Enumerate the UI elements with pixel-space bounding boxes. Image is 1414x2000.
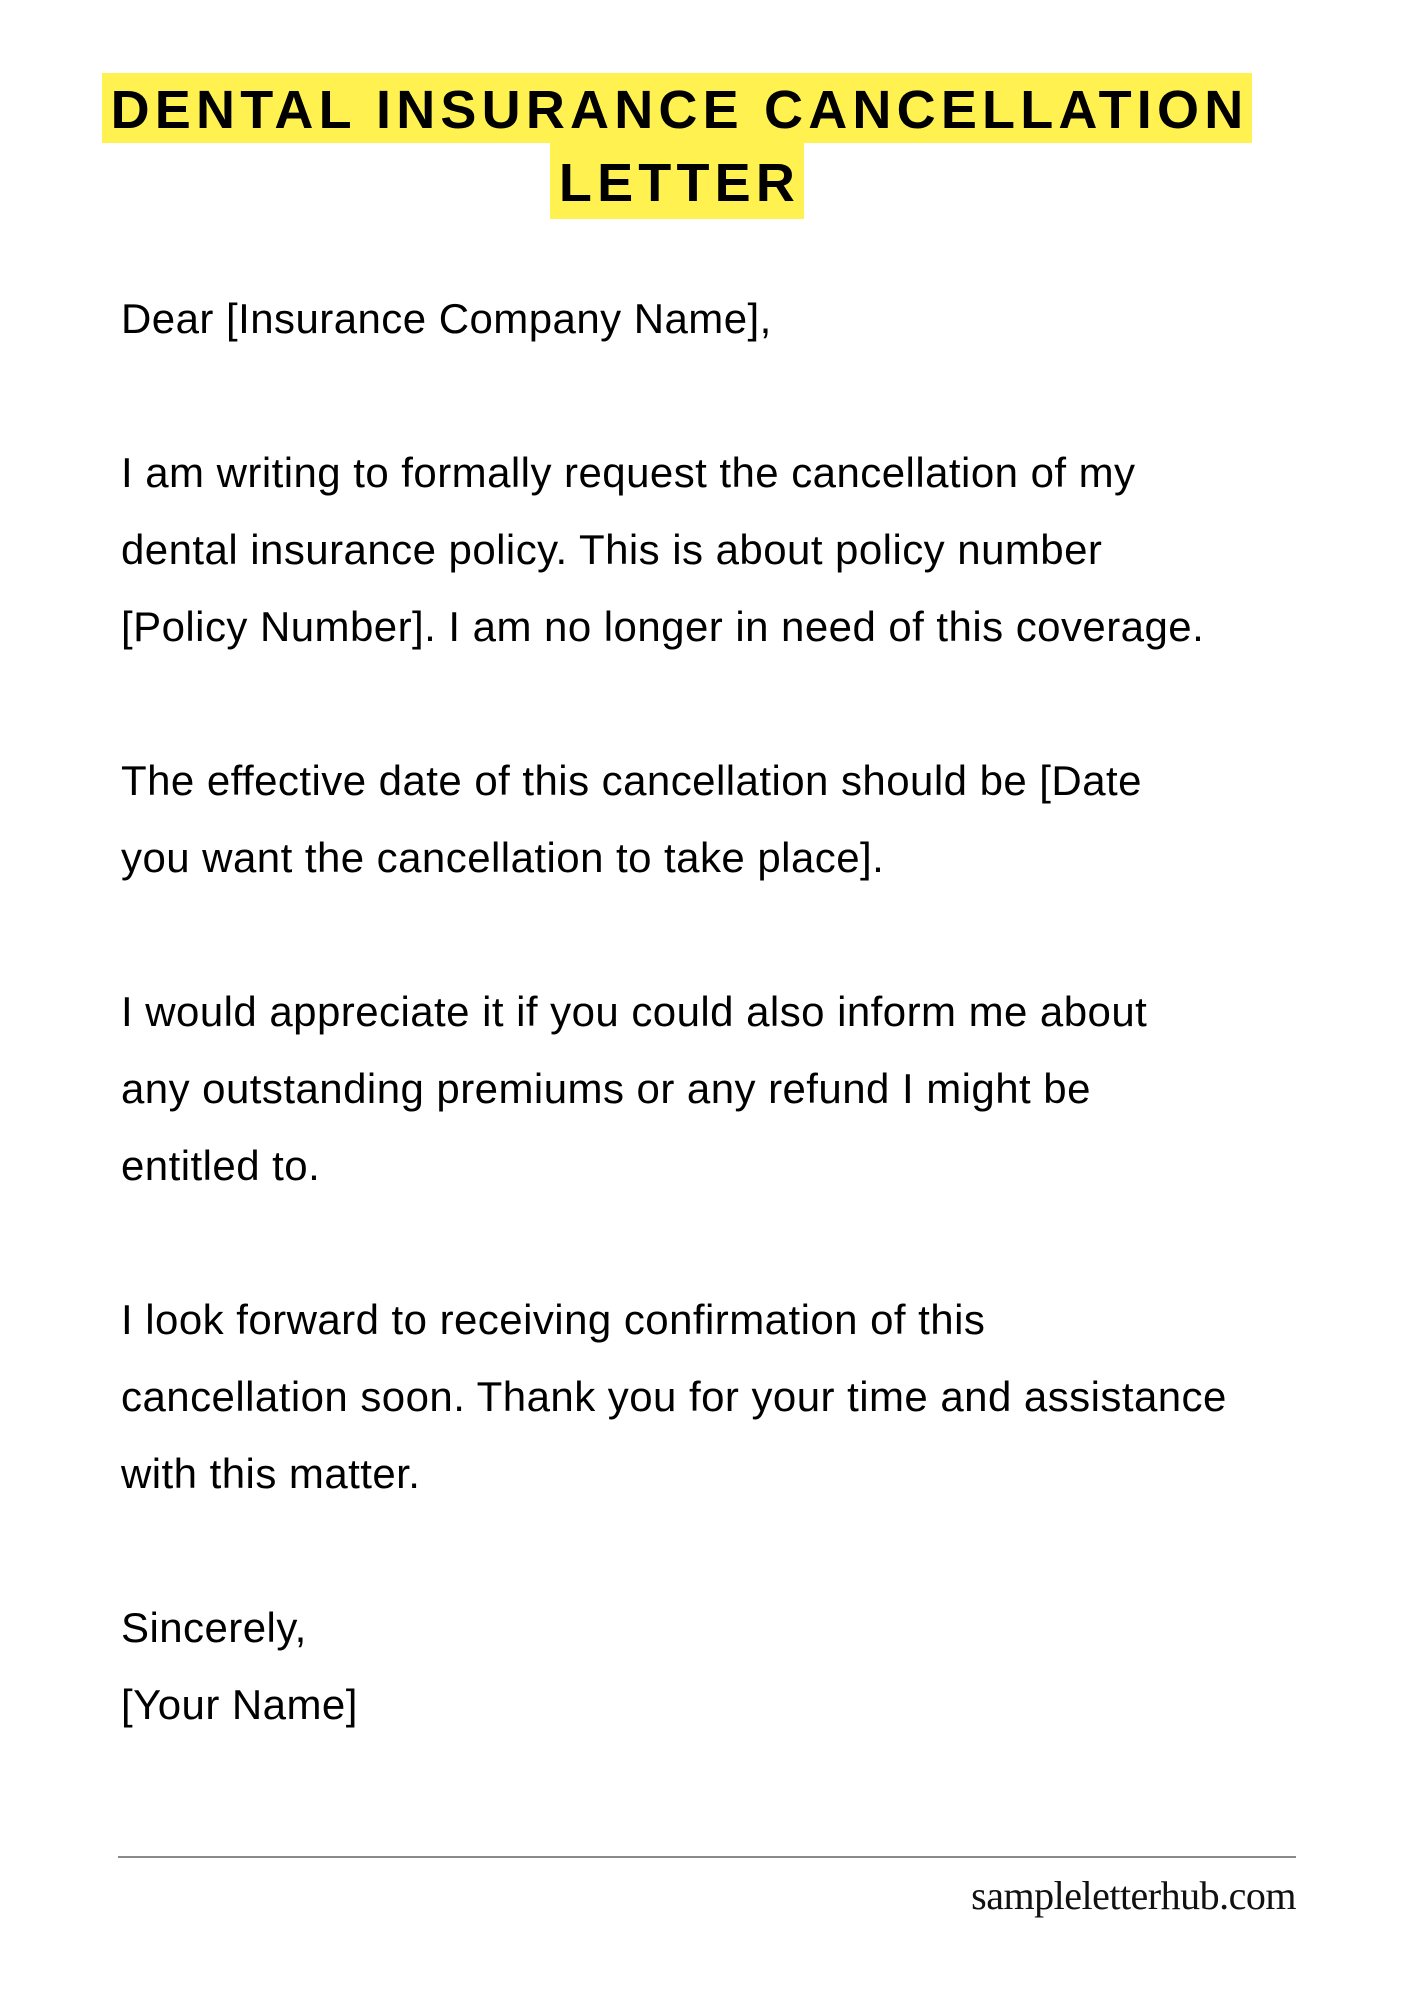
footer-divider (118, 1856, 1296, 1858)
paragraph-line: cancellation soon. Thank you for your time and assistance (121, 1373, 1227, 1420)
paragraph-line: with this matter. (121, 1450, 421, 1497)
title-line-2 (0, 143, 1354, 216)
signature-name: [Your Name] (121, 1681, 358, 1728)
paragraph-line: I look forward to receiving confirmation of this (121, 1296, 986, 1343)
paragraph-line: entitled to. (121, 1142, 321, 1189)
letter-body (121, 280, 1381, 1743)
paragraph-confirmation (121, 1281, 1381, 1512)
title-highlight-1: DENTAL INSURANCE CANCELLATION (102, 73, 1253, 143)
paragraph-line: dental insurance policy. This is about policy number (121, 526, 1103, 573)
salutation-text: Dear [Insurance Company Name], (121, 295, 772, 342)
title-line-1 (0, 73, 1354, 146)
paragraph-line: The effective date of this cancellation should be [Date (121, 757, 1142, 804)
paragraph-request (121, 434, 1381, 665)
paragraph-refund (121, 973, 1381, 1204)
paragraph-line: I am writing to formally request the cancellation of my (121, 449, 1136, 496)
closing-block (121, 1589, 1381, 1743)
closing-text: Sincerely, (121, 1604, 307, 1651)
paragraph-line: any outstanding premiums or any refund I might be (121, 1065, 1091, 1112)
salutation (121, 280, 1381, 357)
paragraph-effective-date (121, 742, 1381, 896)
paragraph-line: [Policy Number]. I am no longer in need of this coverage. (121, 603, 1205, 650)
document-title (0, 73, 1354, 216)
title-highlight-2: LETTER (550, 143, 804, 219)
paragraph-line: I would appreciate it if you could also inform me about (121, 988, 1148, 1035)
footer-website: sampleletterhub.com (971, 1873, 1296, 1918)
paragraph-line: you want the cancellation to take place]. (121, 834, 885, 881)
